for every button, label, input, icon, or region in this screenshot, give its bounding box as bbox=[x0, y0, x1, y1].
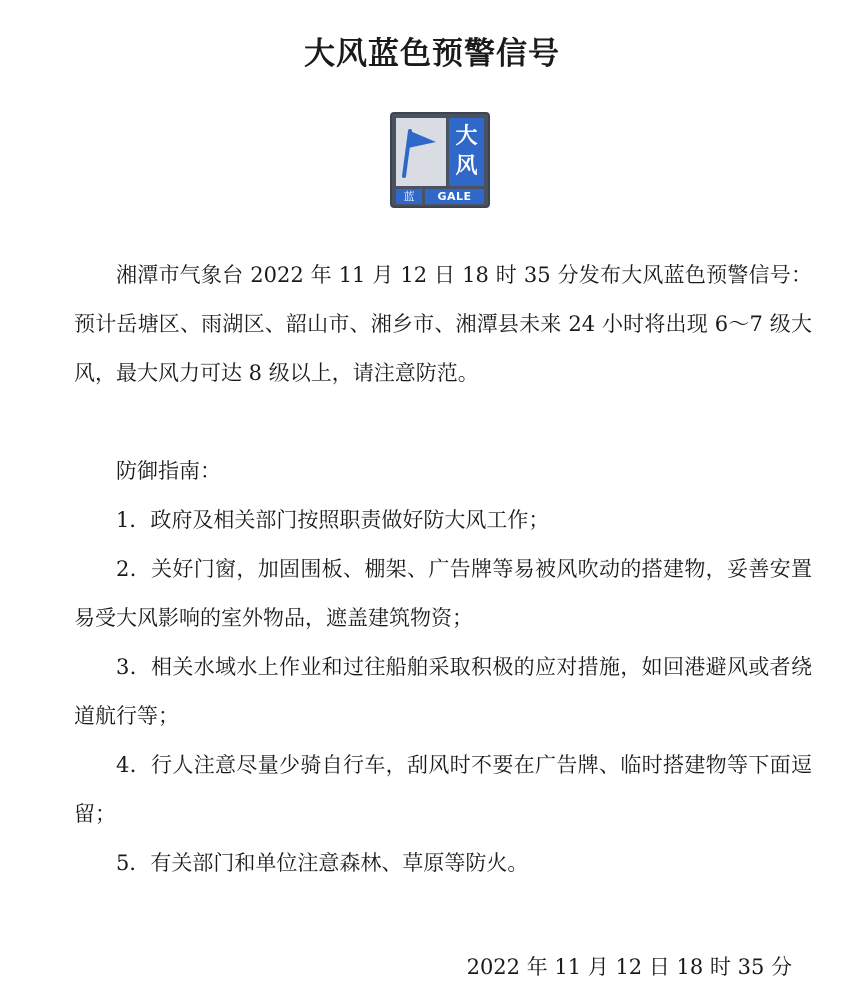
guide-heading: 防御指南： bbox=[116, 459, 221, 483]
announcement-paragraph: 湘潭市气象台 2022 年 11 月 12 日 18 时 35 分发布大风蓝色预警信号：预计岳塘区、雨湖区、韶山市、湘乡市、湘潭县未来 24 小时将出现 6～7 级大风，最大风力可达 8 级以上，请注意防范。 bbox=[74, 263, 812, 385]
guide-item-1: 1．政府及相关部门按照职责做好防大风工作； bbox=[116, 508, 550, 532]
icon-wind-label bbox=[449, 118, 484, 186]
issue-date: 2022 年 11 月 12 日 18 时 35 分 bbox=[466, 955, 792, 979]
guide-item-5: 5．有关部门和单位注意森林、草原等防火。 bbox=[116, 851, 529, 875]
icon-level-label: 蓝 bbox=[396, 189, 422, 204]
icon-gale-label: GALE bbox=[425, 189, 484, 204]
paragraph-spacer bbox=[74, 398, 812, 447]
gale-blue-warning-icon bbox=[390, 112, 490, 208]
warning-content bbox=[74, 251, 812, 888]
page-title: 大风蓝色预警信号 bbox=[304, 36, 560, 72]
flag-icon bbox=[396, 118, 446, 186]
icon-wind-char-1: 大 bbox=[455, 124, 478, 149]
guide-item-4: 4．行人注意尽量少骑自行车，刮风时不要在广告牌、临时搭建物等下面逗留； bbox=[74, 753, 812, 826]
icon-wind-char-2: 风 bbox=[455, 154, 478, 179]
guide-item-2: 2．关好门窗，加固围板、棚架、广告牌等易被风吹动的搭建物，妥善安置易受大风影响的室外物品，遮盖建筑物资； bbox=[74, 557, 812, 630]
guide-item-3: 3．相关水域水上作业和过往船舶采取积极的应对措施，如回港避风或者绕道航行等； bbox=[74, 655, 812, 728]
